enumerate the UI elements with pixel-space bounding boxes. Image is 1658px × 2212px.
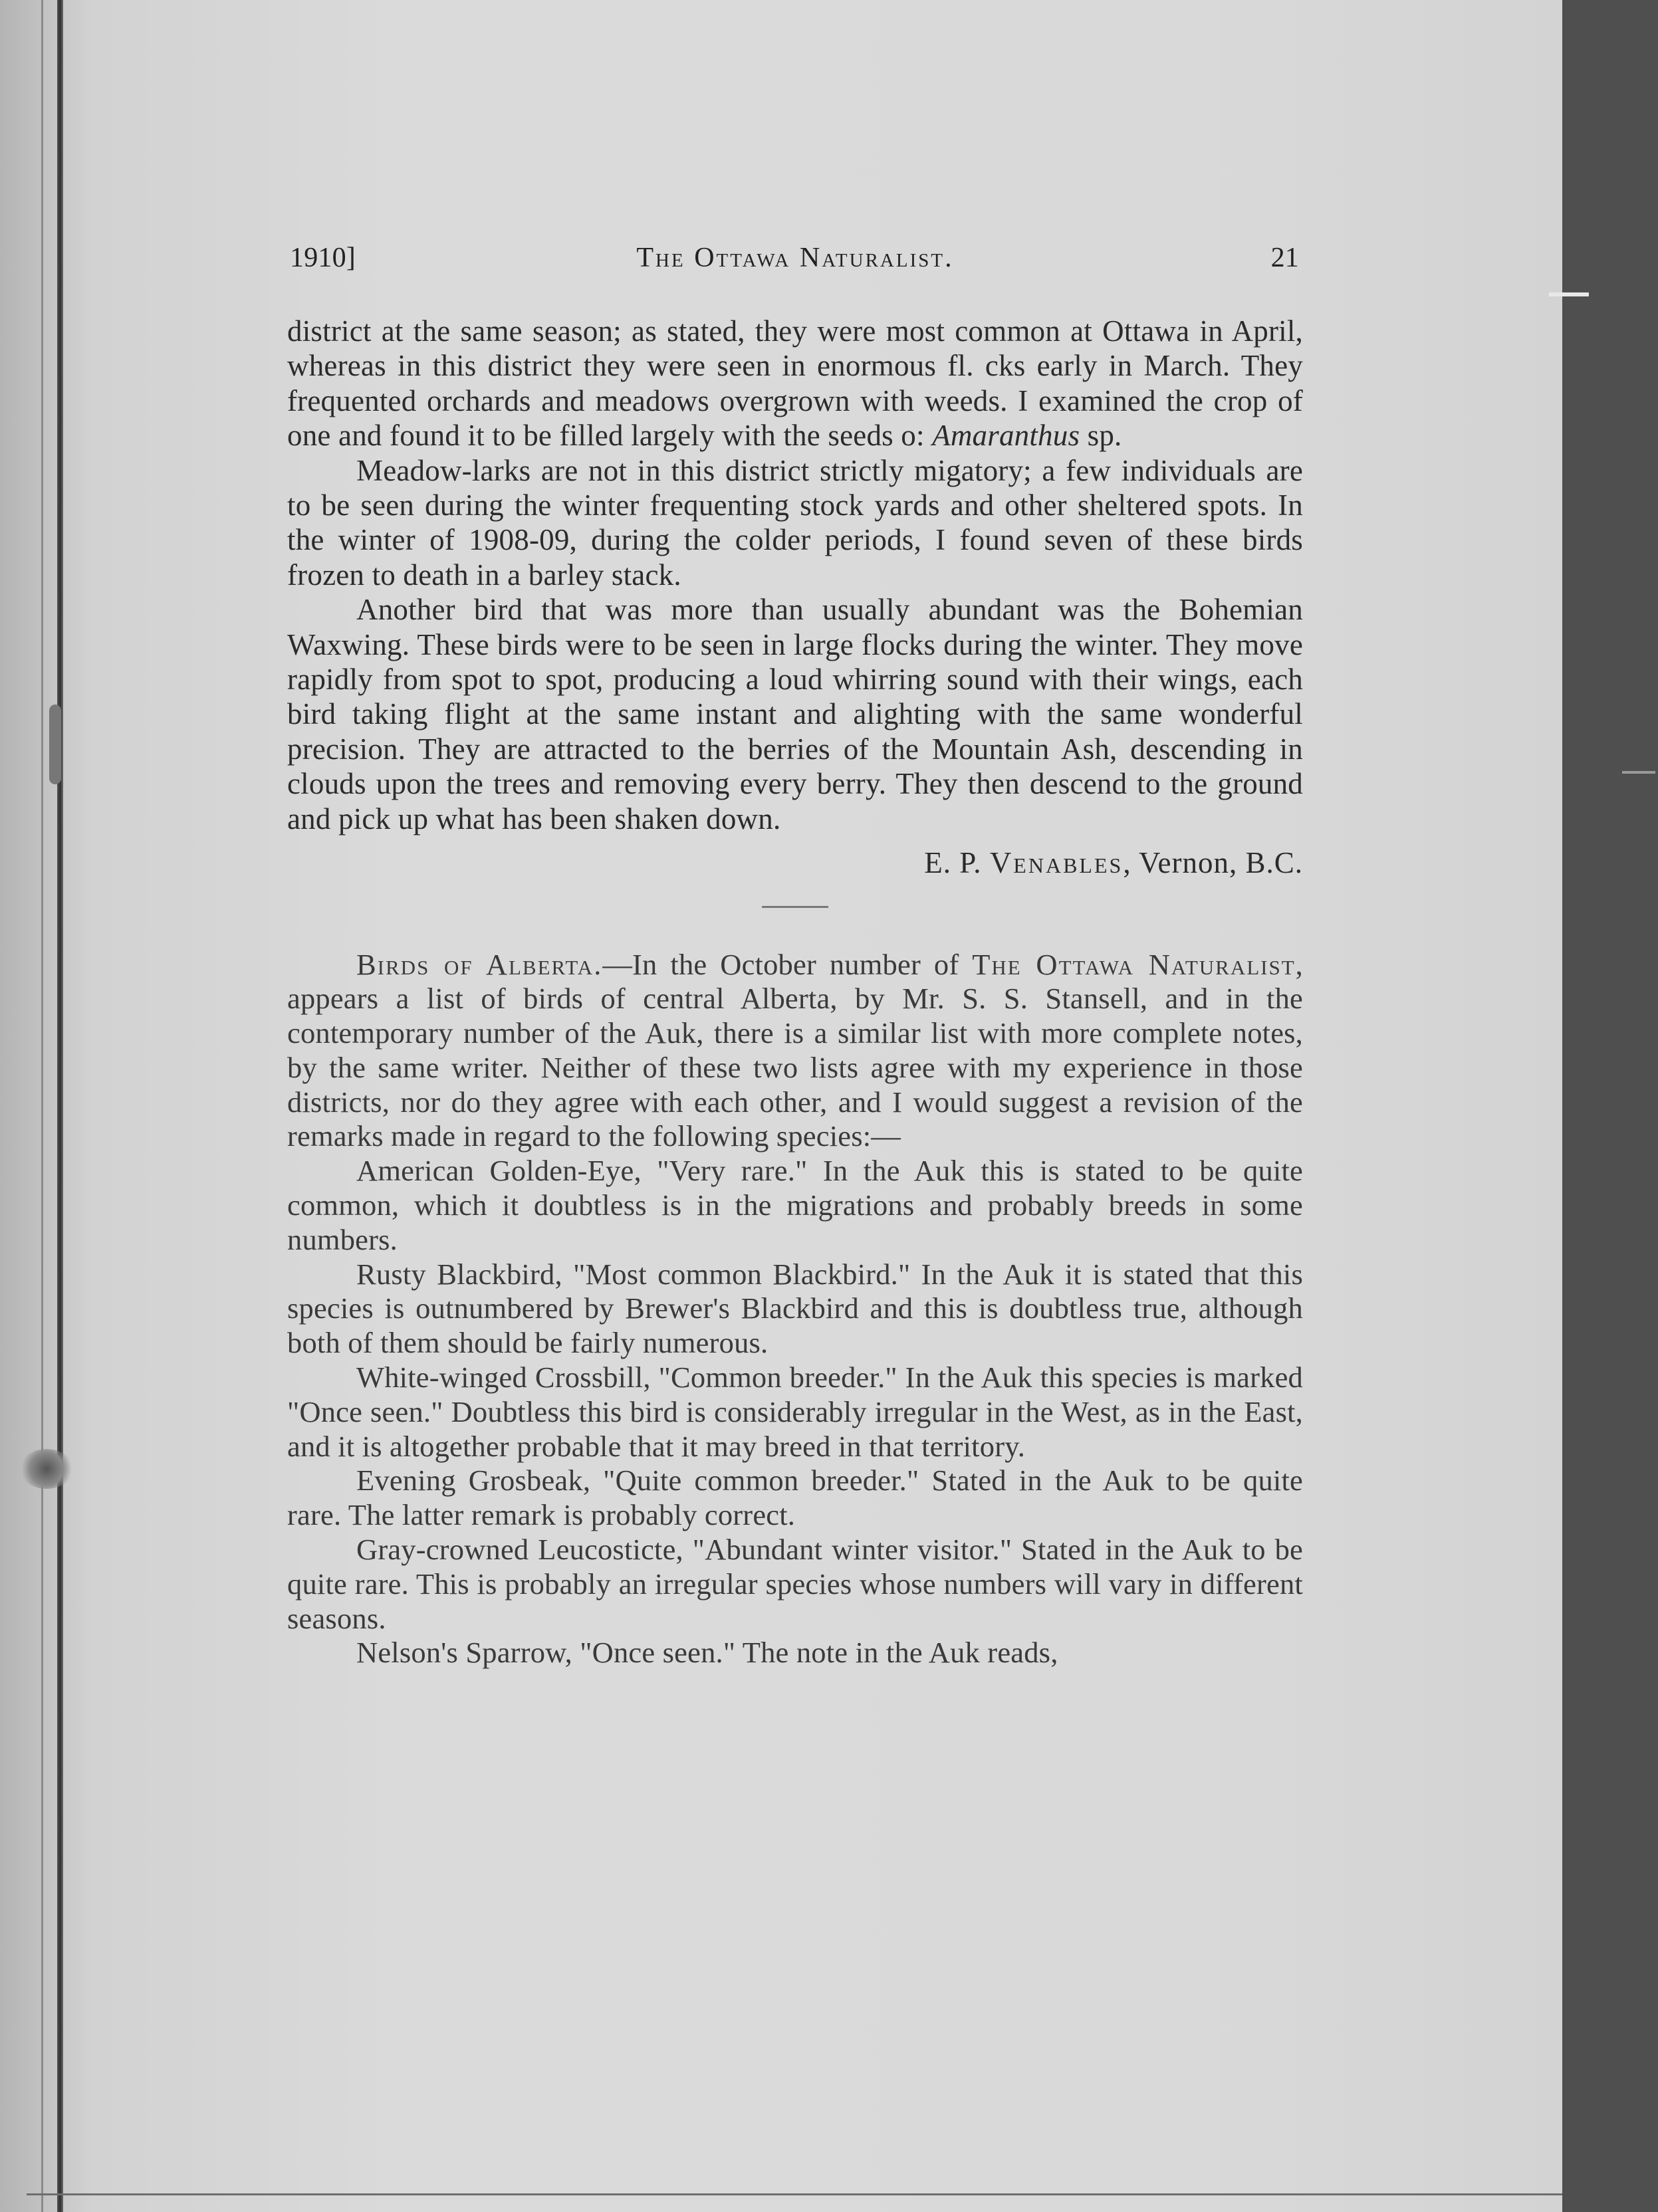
edge-scuff xyxy=(1549,292,1589,296)
species-entry: American Golden-Eye, "Very rare." In the Auk this is stated to be quite common, which it doubtless is in the migrations and probably breeds in some numbers. xyxy=(287,1154,1303,1256)
section-divider xyxy=(762,906,828,908)
journal-name: The Ottawa Naturalist xyxy=(972,947,1296,981)
binding-mark xyxy=(49,705,61,784)
paragraph-1-end: sp. xyxy=(1080,419,1122,453)
binding-rule xyxy=(57,0,63,2212)
section-intro-part1: —In the October number of xyxy=(602,947,973,981)
scanner-edge-band xyxy=(1562,0,1658,2212)
section-intro xyxy=(287,948,1303,1155)
paragraph-3: Another bird that was more than usually abundant was the Bohemian Waxwing. These birds were to be seen in large flocks during the winter. They move rapidly from spot to spot, producing a loud whirring sound with their wings, each bird taking flight at the same instant and alighting with the same wonderful precision. They are attracted to the berries of the Mountain Ash, descending in clouds upon the trees and removing every berry. They then descend to the ground and pick up what has been shaken down. xyxy=(287,593,1303,835)
section-intro-part2: , appears a list of birds of central Alberta, by Mr. S. S. Stansell, and in the contemporary number of the Auk, there is a similar list with more complete notes, by the same writer. Neither of these two lists agree with my experience in those districts, nor do they agree with each other, and I would suggest a revision of the remarks made in regard to the following species:— xyxy=(287,947,1303,1153)
page-bottom-edge xyxy=(27,2193,1562,2195)
paragraph-1 xyxy=(287,314,1303,453)
species-entry: Rusty Blackbird, "Most common Blackbird." In the Auk it is stated that this species is outnumbered by Brewer's Blackbird and this is doubtless true, although both of them should be fairly numerous. xyxy=(287,1257,1303,1360)
running-head xyxy=(287,239,1303,276)
species-entry: Gray-crowned Leucosticte, "Abundant winter visitor." Stated in the Auk to be quite rare. This is probably an irregular species whose numbers will vary in different seasons. xyxy=(287,1533,1303,1635)
species-entry: Nelson's Sparrow, "Once seen." The note in the Auk reads, xyxy=(356,1636,1058,1670)
page-number: 21 xyxy=(1270,243,1299,273)
paragraph-1-text: district at the same season; as stated, they were most common at Ottawa in April, whereas in this district they were seen in enormous fl. cks early in March. They frequented orchards and meadows overgrown with weeds. I examined the crop of one and found it to be filled largely with the seeds o: xyxy=(287,314,1303,453)
signature-place: , Vernon, B.C. xyxy=(1123,846,1303,880)
text-column xyxy=(287,239,1303,1670)
paragraph-2: Meadow-larks are not in this district strictly migatory; a few individuals are to be seen during the winter frequenting stock yards and other sheltered spots. In the winter of 1908-09, during the colder periods, I found seven of these birds frozen to death in a barley stack. xyxy=(287,453,1303,592)
species-entry: Evening Grosbeak, "Quite common breeder." Stated in the Auk to be quite rare. The latter remark is probably correct. xyxy=(287,1464,1303,1532)
species-name-italic: Amaranthus xyxy=(932,419,1080,453)
article-body xyxy=(287,314,1303,881)
edge-scuff-2 xyxy=(1622,771,1655,774)
signature-name: Venables xyxy=(989,846,1124,880)
binding-line xyxy=(41,0,43,2212)
signature xyxy=(287,845,1303,880)
ink-blot xyxy=(20,1449,73,1489)
section-heading: Birds of Alberta. xyxy=(356,947,603,981)
signature-initials: E. P. xyxy=(924,846,990,880)
running-head-title: The Ottawa Naturalist. xyxy=(636,243,954,273)
species-entry: White-winged Crossbill, "Common breeder." In the Auk this species is marked "Once seen." Doubtless this bird is considerably irregular in the West, as in the East, and it is altogether probable that it may breed in that territory. xyxy=(287,1361,1303,1463)
birds-of-alberta-section xyxy=(287,948,1303,1671)
running-head-year: 1910] xyxy=(290,243,356,273)
